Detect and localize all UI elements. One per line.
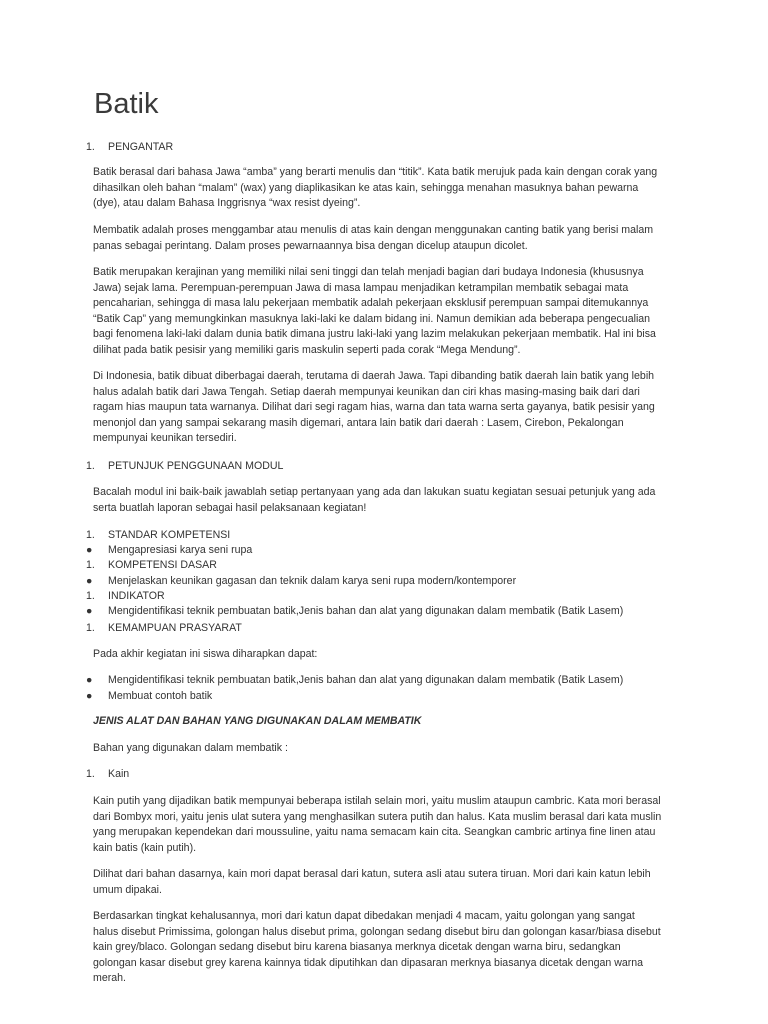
- section-label: PETUNJUK PENGGUNAAN MODUL: [108, 460, 284, 472]
- list-item: [86, 543, 253, 559]
- list-item-text: KOMPETENSI DASAR: [108, 559, 217, 571]
- section-petunjuk: [86, 459, 284, 475]
- list-marker: 1.: [86, 141, 95, 153]
- list-item: [86, 673, 624, 689]
- bullet-icon: ●: [86, 605, 93, 617]
- bullet-icon: ●: [86, 544, 93, 556]
- paragraph-7: Bahan yang digunakan dalam membatik :: [93, 742, 288, 754]
- paragraph-3: Batik merupakan kerajinan yang memiliki nilai seni tinggi dan telah menjadi bagian dari budaya Indonesia (khususnya Jawa) sejak lama. Perempuan-perempuan Jawa di masa lampau menjadikan ketrampilan membatik sebagai mata pencaharian, sehingga di masa lalu pekerjaan membatik adalah pekerjaan eksklusif perempuan sampai ditemukannya “Batik Cap” yang memungkinkan masuknya laki-laki ke dalam bidang ini. Namun demikian ada beberapa pengecualian bagi fenomena laki-laki dalam dunia batik dimana justru laki-laki yang lazim melakukan pekerjaan membatik. Hal ini bisa dilihat pada batik pesisir yang memiliki garis maskulin seperti pada corak “Mega Mendung”.: [93, 266, 656, 356]
- paragraph-10: Berdasarkan tingkat kehalusannya, mori dari katun dapat dibedakan menjadi 4 macam, yaitu golongan yang sangat halus disebut Primissima, golongan halus disebut prima, golongan sedang disebut biru dan golongan kasar/biasa disebut kain grey/blaco. Golongan sedang disebut biru karena biasanya merknya dicetak dengan warna biru, sedangkan golongan kasar disebut grey karena kainnya tidak diputihkan dan dipasaran merknya biasanya dicetak dengan warna merah.: [93, 910, 661, 984]
- paragraph-8: Kain putih yang dijadikan batik mempunyai beberapa istilah selain mori, yaitu muslim ataupun cambric. Kata mori berasal dari Bombyx mori, yaitu jenis ulat sutera yang menghasilkan sutera putih dan halus. Kata muslim berasal dari kata muslin yang merupakan kependekan dari moussuline, yaitu nama semacam kain cita. Seangkan cambric artinya fine linen atau kain batis (kain putih).: [93, 795, 662, 854]
- list-item: [86, 621, 242, 637]
- list-item-text: STANDAR KOMPETENSI: [108, 529, 231, 541]
- bullet-icon: ●: [86, 690, 93, 702]
- list-marker: 1.: [86, 590, 95, 602]
- list-item-text: KEMAMPUAN PRASYARAT: [108, 622, 242, 634]
- list-marker: 1.: [86, 529, 95, 541]
- list-item: [86, 689, 213, 705]
- paragraph-5: Bacalah modul ini baik-baik jawablah setiap pertanyaan yang ada dan lakukan suatu kegiatan sesuai petunjuk yang ada serta buatlah laporan sebagai hasil pelaksanaan kegiatan!: [93, 486, 656, 514]
- list-marker: 1.: [86, 559, 95, 571]
- list-marker: 1.: [86, 768, 95, 780]
- paragraph-6: Pada akhir kegiatan ini siswa diharapkan dapat:: [93, 648, 318, 660]
- bullet-icon: ●: [86, 575, 93, 587]
- page-title: Batik: [94, 88, 159, 120]
- section-label: Kain: [108, 768, 130, 780]
- list-item-text: Mengidentifikasi teknik pembuatan batik,Jenis bahan dan alat yang digunakan dalam membatik (Batik Lasem): [108, 674, 624, 686]
- list-item: [86, 604, 624, 620]
- paragraph-2: Membatik adalah proses menggambar atau menulis di atas kain dengan menggunakan canting batik yang berisi malam panas sebagai perintang. Dalam proses pewarnaannya bisa dengan dicelup ataupun dicolet.: [93, 224, 654, 252]
- list-item: [86, 574, 517, 590]
- list-item-text: Menjelaskan keunikan gagasan dan teknik dalam karya seni rupa modern/kontemporer: [108, 575, 517, 587]
- list-marker: 1.: [86, 622, 95, 634]
- list-marker: 1.: [86, 460, 95, 472]
- section-pengantar: [86, 140, 174, 156]
- paragraph-9: Dilihat dari bahan dasarnya, kain mori dapat berasal dari katun, sutera asli atau sutera tiruan. Mori dari kain katun lebih umum dipakai.: [93, 868, 651, 896]
- section-kain: [86, 767, 130, 783]
- list-item-text: Membuat contoh batik: [108, 690, 213, 702]
- list-item-text: Mengapresiasi karya seni rupa: [108, 544, 253, 556]
- list-item: [86, 528, 231, 544]
- paragraph-4: Di Indonesia, batik dibuat diberbagai daerah, terutama di daerah Jawa. Tapi dibanding batik daerah lain batik yang lebih halus adalah batik dari Jawa Tengah. Setiap daerah mempunyai keunikan dan ciri khas masing-masing baik dari dari ragam hias maupun tata warnanya. Dilihat dari segi ragam hias, warna dan tata warna serta gayanya, batik pesisir yang menonjol dan yang sampai sekarang masih digemari, antara lain batik dari daerah : Lasem, Cirebon, Pekalongan mempunyai keunikan tersediri.: [93, 370, 655, 444]
- list-item-text: Mengidentifikasi teknik pembuatan batik,Jenis bahan dan alat yang digunakan dalam membatik (Batik Lasem): [108, 605, 624, 617]
- paragraph-1: Batik berasal dari bahasa Jawa “amba” yang berarti menulis dan “titik”. Kata batik merujuk pada kain dengan corak yang dihasilkan oleh bahan “malam” (wax) yang diaplikasikan ke atas kain, sehingga menahan masuknya bahan pewarna (dye), atau dalam Bahasa Inggrisnya “wax resist dyeing”.: [93, 166, 658, 209]
- list-item-text: INDIKATOR: [108, 590, 165, 602]
- section-label: PENGANTAR: [108, 141, 174, 153]
- list-item: [86, 558, 217, 574]
- bullet-icon: ●: [86, 674, 93, 686]
- list-item: [86, 589, 165, 605]
- section-heading: JENIS ALAT DAN BAHAN YANG DIGUNAKAN DALAM MEMBATIK: [93, 715, 422, 727]
